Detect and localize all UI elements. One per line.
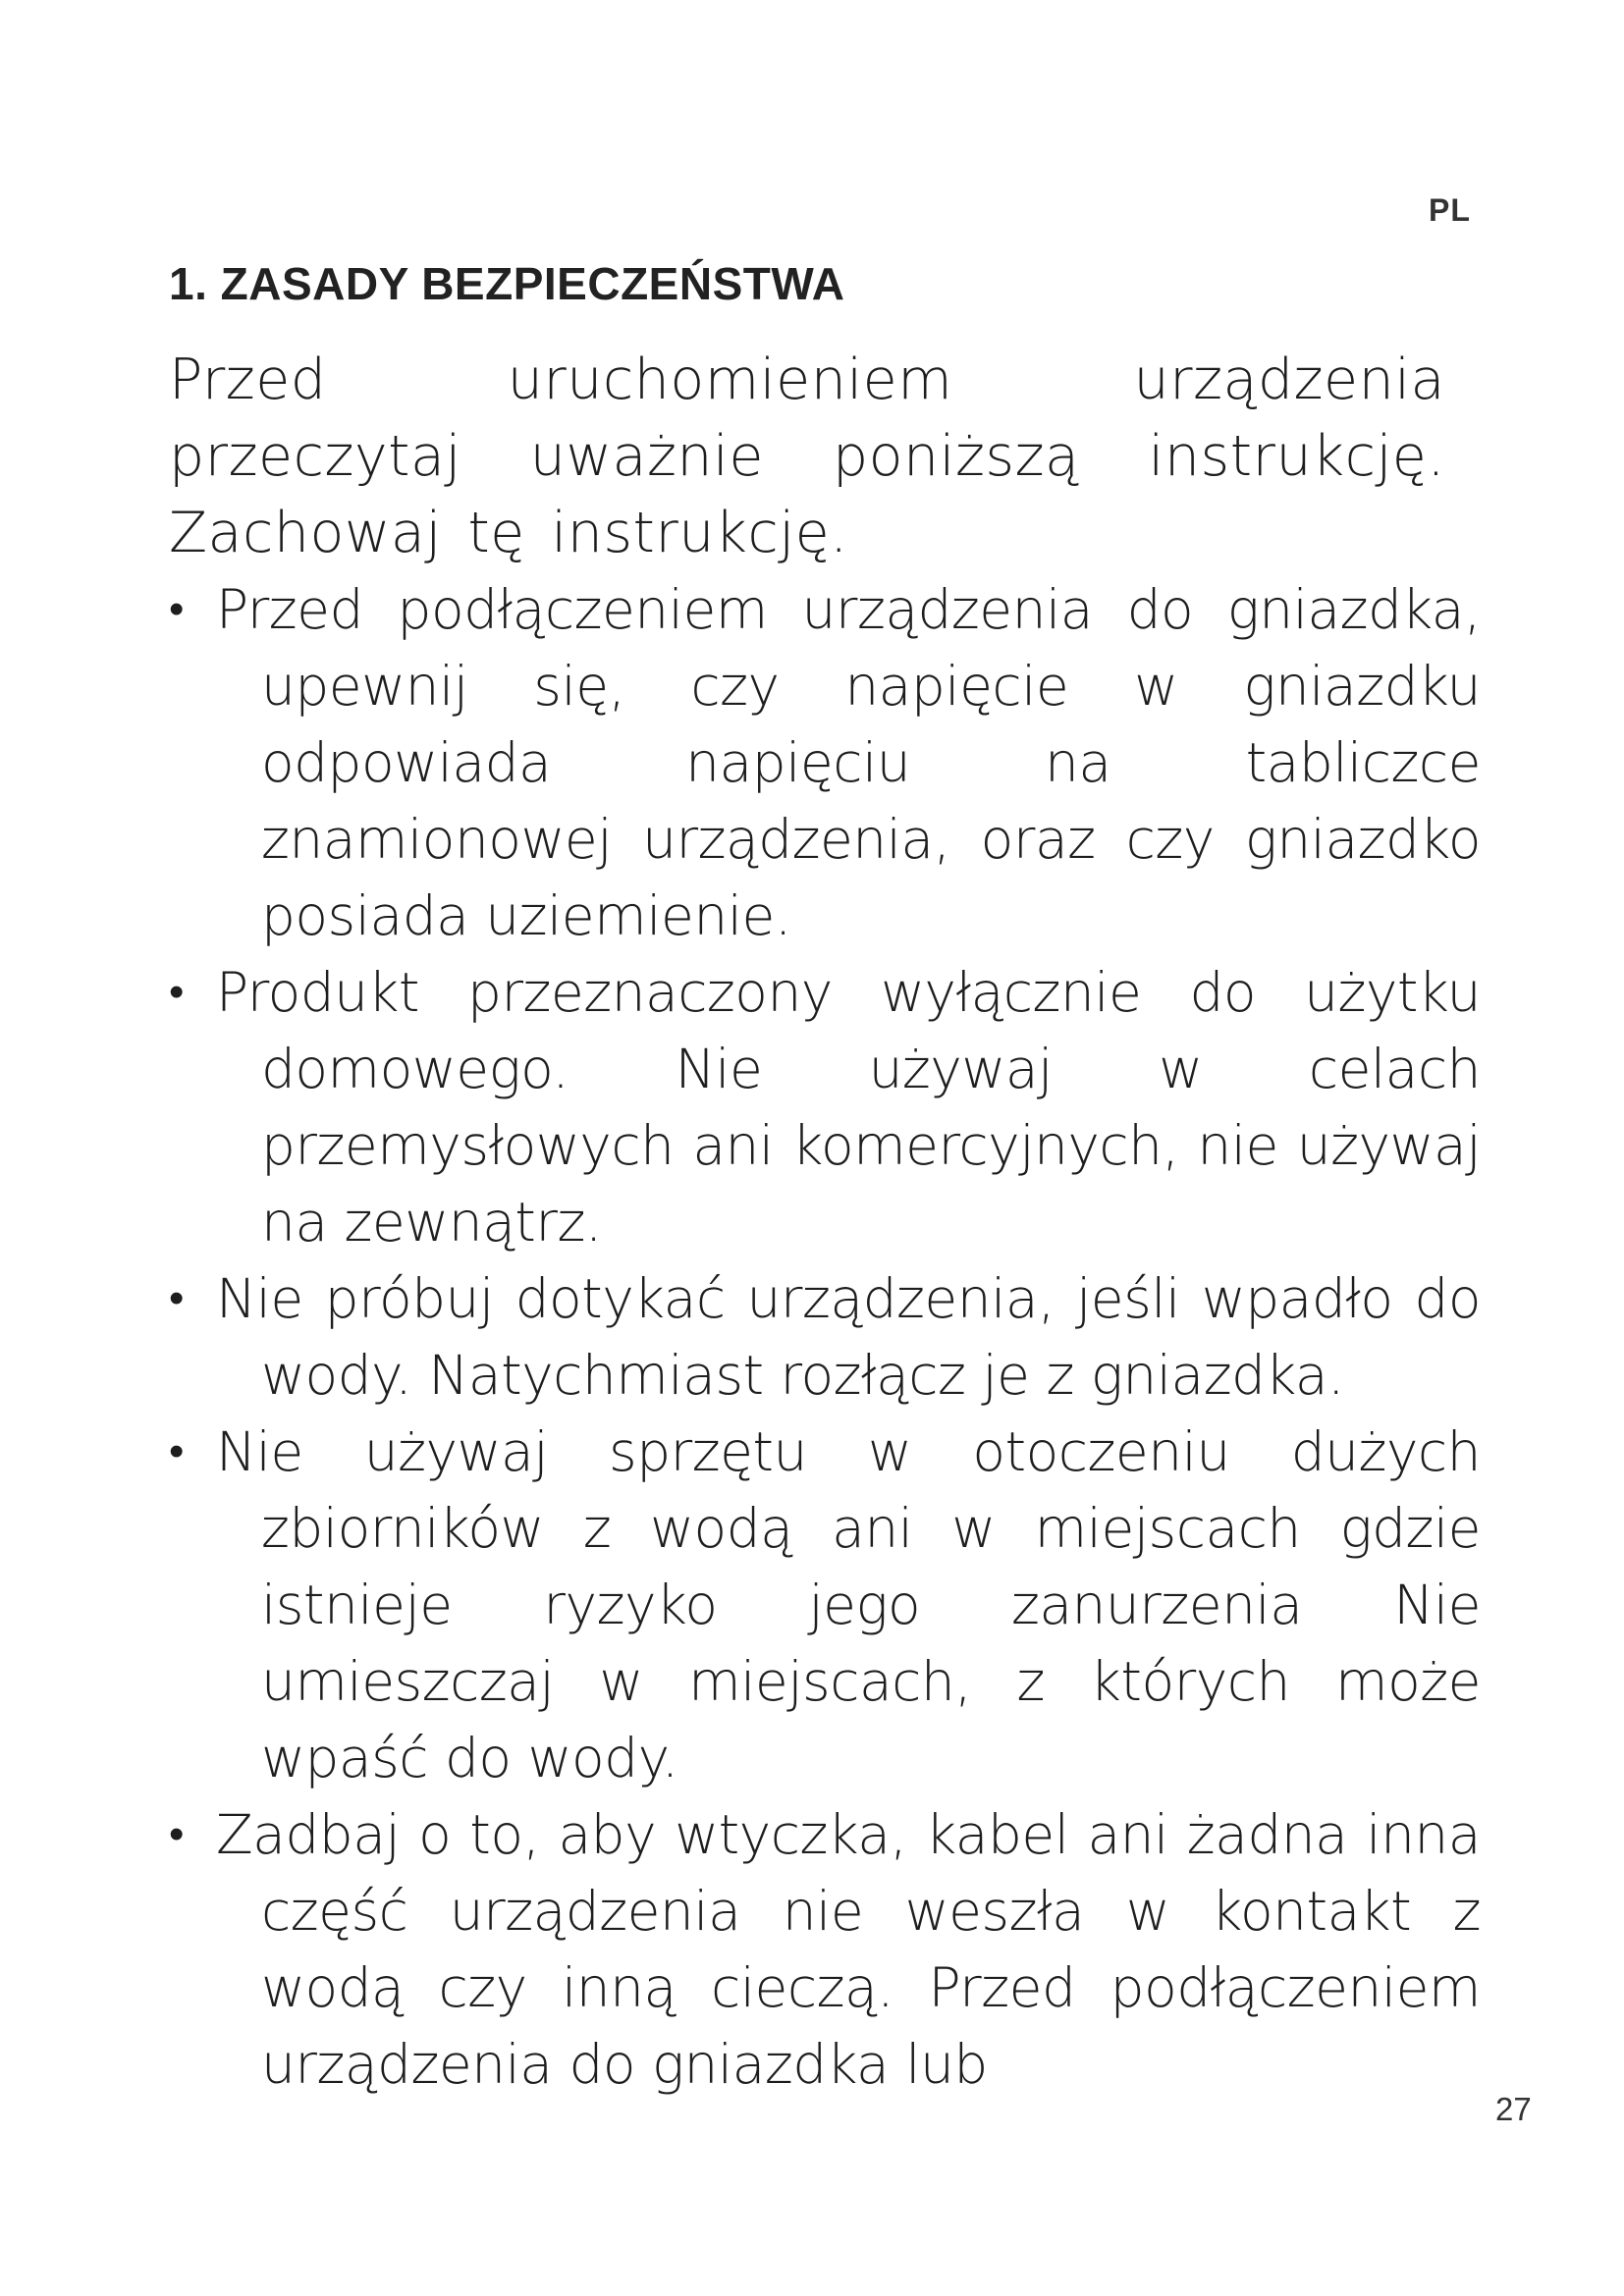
safety-item: • Przed podłączeniem urządzenia do gniazdka, upewnij się, czy napięcie w gniazdku odpowiada napięciu na tabliczce znamionowej urządzenia, oraz czy gniazdko posiada uziemienie. — [169, 571, 1481, 954]
safety-item: • Zadbaj o to, aby wtyczka, kabel ani żadna inna część urządzenia nie weszła w kontakt z wodą czy inną cieczą. Przed podłączeniem urządzenia do gniazdka lub — [169, 1796, 1481, 2103]
page-number: 27 — [1495, 2091, 1532, 2127]
section-title: 1. ZASADY BEZPIECZEŃSTWA — [169, 258, 845, 309]
intro-paragraph: Przed uruchomieniem urządzenia przeczytaj uważnie poniższą instrukcję. Zachowaj tę instrukcję. — [169, 347, 1445, 565]
safety-item: • Nie próbuj dotykać urządzenia, jeśli wpadło do wody. Natychmiast rozłącz je z gniazdka. — [169, 1260, 1481, 1414]
safety-list — [169, 571, 1481, 2103]
language-code: PL — [1429, 192, 1471, 228]
safety-item: • Produkt przeznaczony wyłącznie do użytku domowego. Nie używaj w celach przemysłowych ani komercyjnych, nie używaj na zewnątrz. — [169, 954, 1481, 1260]
safety-item: • Nie używaj sprzętu w otoczeniu dużych zbiorników z wodą ani w miejscach gdzie istnieje ryzyko jego zanurzenia Nie umieszczaj w miejscach, z których może wpaść do wody. — [169, 1414, 1481, 1796]
